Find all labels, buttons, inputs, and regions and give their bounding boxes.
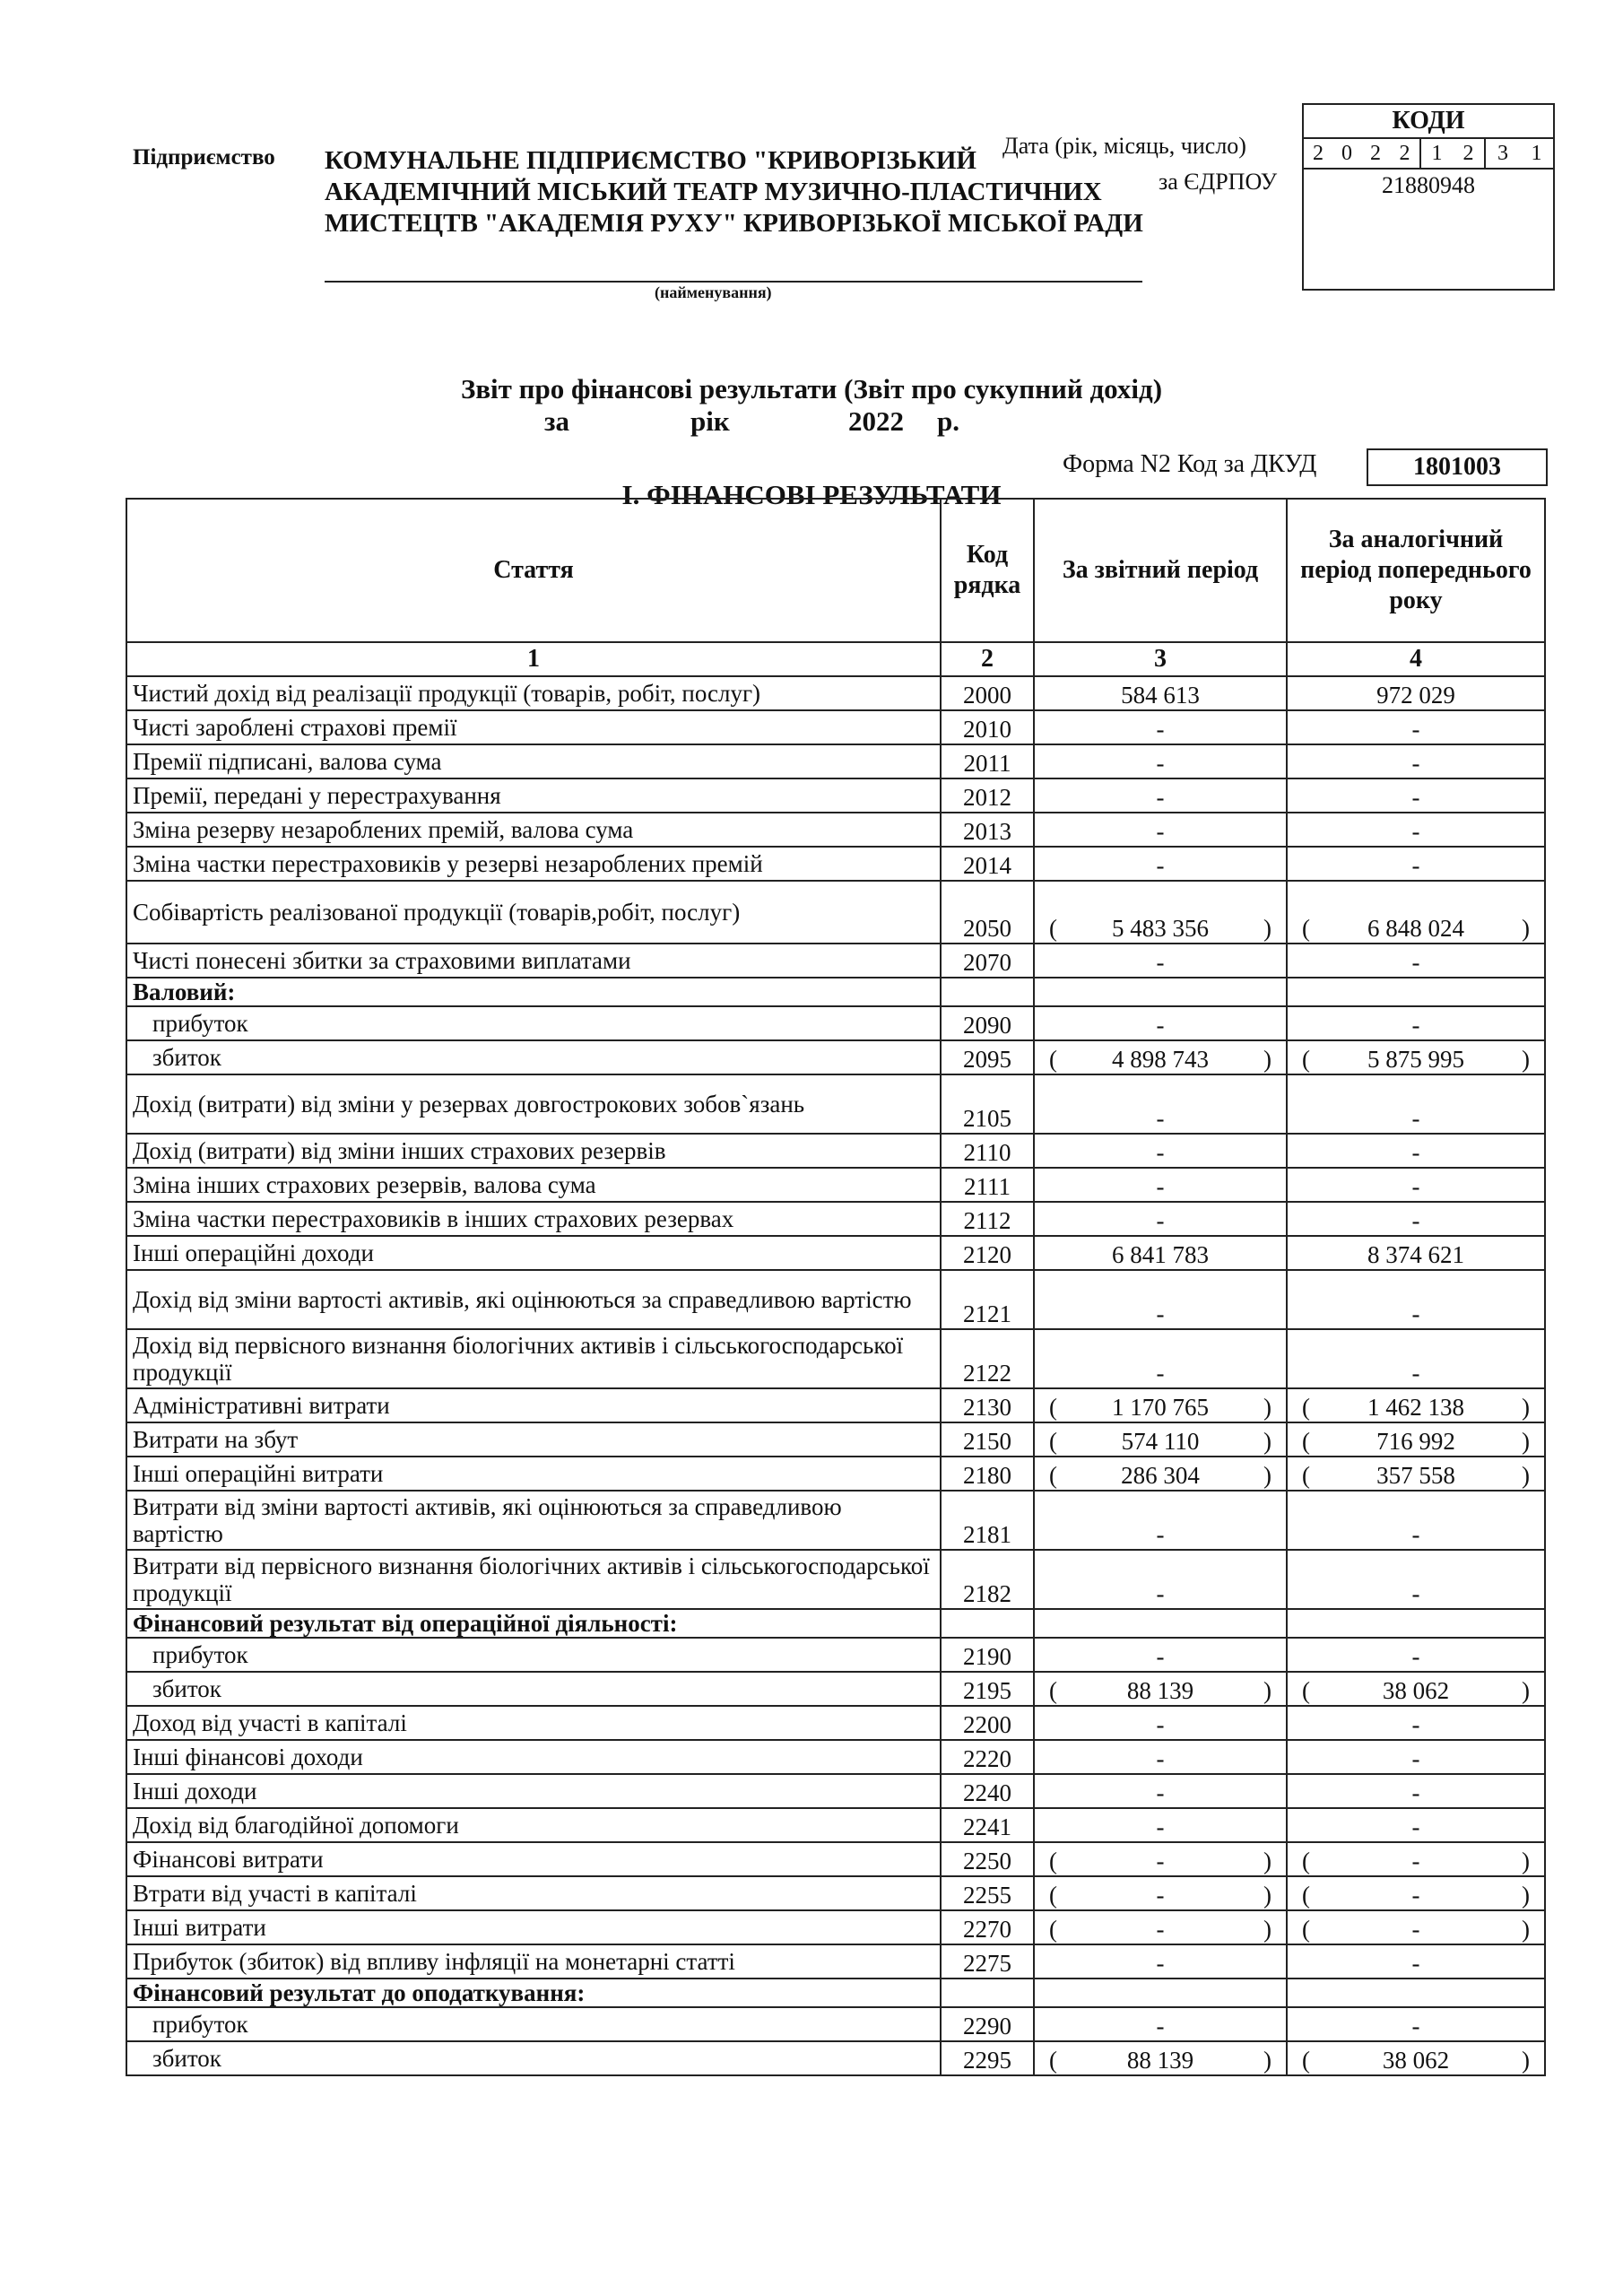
row-label: Прибуток (збиток) від впливу інфляції на монетарні статті: [126, 1944, 941, 1979]
row-code: 2180: [941, 1457, 1034, 1491]
row-current-value: [1034, 978, 1287, 1006]
close-paren: ): [1522, 1462, 1530, 1489]
row-current-value: -: [1034, 1550, 1287, 1609]
enterprise-name: КОМУНАЛЬНЕ ПІДПРИЄМСТВО "КРИВОРІЗЬКИЙ АКАДЕМІЧНИЙ МІСЬКИЙ ТЕАТР МУЗИЧНО-ПЛАСТИЧНИХ МИСТЕЦТВ "АКАДЕМІЯ РУХУ" КРИВОРІЗЬКОЇ МІСЬКОЇ РАДИ: [325, 146, 1143, 238]
value: 5 483 356: [1112, 915, 1209, 942]
table-row: [126, 778, 1545, 813]
period-year: 2022: [848, 405, 904, 437]
table-row: [126, 1842, 1545, 1876]
header-code: Код рядка: [941, 499, 1034, 642]
table-row: [126, 1134, 1545, 1168]
table-row: [126, 1329, 1545, 1388]
col-number: 4: [1287, 642, 1545, 676]
row-code: 2270: [941, 1910, 1034, 1944]
value: 38 062: [1382, 2047, 1450, 2074]
dkud-code: 1801003: [1367, 448, 1548, 486]
row-current-value: -: [1034, 1491, 1287, 1550]
table-row: [126, 1808, 1545, 1842]
row-code: 2275: [941, 1944, 1034, 1979]
close-paren: ): [1263, 1462, 1271, 1489]
section-title: І. ФІНАНСОВІ РЕЗУЛЬТАТИ: [621, 479, 1002, 510]
row-previous-value: -: [1287, 1329, 1545, 1388]
row-current-value: -: [1034, 1006, 1287, 1040]
close-paren: ): [1522, 2047, 1530, 2074]
row-previous-value: [1287, 1388, 1545, 1422]
row-label: Чистий дохід від реалізації продукції (товарів, робіт, послуг): [126, 676, 941, 710]
row-current-value: [1034, 1876, 1287, 1910]
value: -: [1411, 1916, 1420, 1943]
table-row: [126, 1074, 1545, 1134]
row-label: збиток: [126, 2041, 941, 2075]
enterprise-label: Підприємство: [133, 145, 275, 170]
row-previous-value: [1287, 2041, 1545, 2075]
row-label: Витрати від зміни вартості активів, які оцінюються за справедливою вартістю: [126, 1491, 941, 1550]
table-row: [126, 1638, 1545, 1672]
open-paren: (: [1302, 1046, 1310, 1073]
row-current-value: [1034, 1979, 1287, 2007]
row-previous-value: -: [1287, 778, 1545, 813]
row-label: Чисті понесені збитки за страховими виплатами: [126, 944, 941, 978]
open-paren: (: [1302, 1916, 1310, 1943]
row-previous-value: [1287, 881, 1545, 944]
row-code: 2130: [941, 1388, 1034, 1422]
table-row: [126, 2041, 1545, 2075]
date-cells: [1304, 139, 1553, 170]
table-row: [126, 944, 1545, 978]
row-code: [941, 1609, 1034, 1638]
row-code: 2014: [941, 847, 1034, 881]
row-current-value: -: [1034, 778, 1287, 813]
table-row: [126, 1491, 1545, 1550]
row-current-value: -: [1034, 1202, 1287, 1236]
row-code: 2111: [941, 1168, 1034, 1202]
table-row: [126, 1550, 1545, 1609]
row-code: 2105: [941, 1074, 1034, 1134]
row-previous-value: 972 029: [1287, 676, 1545, 710]
row-code: 2011: [941, 744, 1034, 778]
open-paren: (: [1049, 1046, 1057, 1073]
row-current-value: [1034, 1457, 1287, 1491]
row-code: 2195: [941, 1672, 1034, 1706]
row-label: Премії, передані у перестрахування: [126, 778, 941, 813]
row-code: 2122: [941, 1329, 1034, 1388]
row-label: Собівартість реалізованої продукції (товарів,робіт, послуг): [126, 881, 941, 944]
row-current-value: [1034, 1609, 1287, 1638]
row-previous-value: [1287, 1979, 1545, 2007]
row-label: Дохід від зміни вартості активів, які оцінюються за справедливою вартістю: [126, 1270, 941, 1329]
open-paren: (: [1049, 1394, 1057, 1421]
row-label: Дохід (витрати) від зміни у резервах довгострокових зобов`язань: [126, 1074, 941, 1134]
value: 357 558: [1376, 1462, 1455, 1489]
value: 1 462 138: [1367, 1394, 1464, 1421]
row-previous-value: [1287, 978, 1545, 1006]
open-paren: (: [1049, 1677, 1057, 1704]
table-row: [126, 1388, 1545, 1422]
close-paren: ): [1263, 1677, 1271, 1704]
open-paren: (: [1302, 1677, 1310, 1704]
value: -: [1156, 1848, 1165, 1874]
date-label: Дата (рік, місяць, число): [1002, 133, 1246, 159]
row-label: Зміна частки перестраховиків в інших страхових резервах: [126, 1202, 941, 1236]
report-title: Звіт про фінансові результати (Звіт про сукупний дохід): [460, 373, 1163, 404]
row-previous-value: [1287, 1672, 1545, 1706]
value: 88 139: [1126, 2047, 1194, 2074]
table-row: [126, 2007, 1545, 2041]
row-label: збиток: [126, 1040, 941, 1074]
row-code: 2095: [941, 1040, 1034, 1074]
close-paren: ): [1263, 2047, 1271, 2074]
row-current-value: -: [1034, 1638, 1287, 1672]
row-previous-value: -: [1287, 1944, 1545, 1979]
table-row: [126, 1457, 1545, 1491]
close-paren: ): [1522, 915, 1530, 942]
edrpou-label: за ЄДРПОУ: [1159, 169, 1278, 195]
table-row: [126, 1910, 1545, 1944]
row-current-value: 6 841 783: [1034, 1236, 1287, 1270]
row-code: 2150: [941, 1422, 1034, 1457]
row-previous-value: -: [1287, 1550, 1545, 1609]
row-label: Фінансовий результат від операційної діяльності:: [126, 1609, 941, 1638]
value: -: [1156, 1882, 1165, 1909]
row-code: 2110: [941, 1134, 1034, 1168]
row-current-value: -: [1034, 744, 1287, 778]
row-label: збиток: [126, 1672, 941, 1706]
table-row: [126, 1236, 1545, 1270]
row-previous-value: -: [1287, 1774, 1545, 1808]
row-previous-value: -: [1287, 710, 1545, 744]
row-previous-value: [1287, 1040, 1545, 1074]
row-label: Чисті зароблені страхові премії: [126, 710, 941, 744]
value: 286 304: [1121, 1462, 1200, 1489]
table-row: [126, 744, 1545, 778]
value: 88 139: [1126, 1677, 1194, 1704]
row-previous-value: -: [1287, 744, 1545, 778]
table-row: [126, 978, 1545, 1006]
value: 574 110: [1121, 1428, 1200, 1455]
row-current-value: [1034, 1910, 1287, 1944]
row-previous-value: [1287, 1910, 1545, 1944]
row-current-value: [1034, 1842, 1287, 1876]
value: 716 992: [1376, 1428, 1455, 1455]
row-current-value: -: [1034, 1270, 1287, 1329]
row-label: Інші операційні доходи: [126, 1236, 941, 1270]
open-paren: (: [1302, 2047, 1310, 2074]
row-current-value: -: [1034, 813, 1287, 847]
row-previous-value: -: [1287, 1006, 1545, 1040]
table-row: [126, 847, 1545, 881]
row-label: Інші операційні витрати: [126, 1457, 941, 1491]
row-label: Премії підписані, валова сума: [126, 744, 941, 778]
row-previous-value: -: [1287, 1491, 1545, 1550]
row-label: Витрати від первісного визнання біологічних активів і сільськогосподарської продукції: [126, 1550, 941, 1609]
row-label: Інші витрати: [126, 1910, 941, 1944]
col-number: 2: [941, 642, 1034, 676]
table-row: [126, 1006, 1545, 1040]
row-label: Дохід від первісного визнання біологічних активів і сільськогосподарської продукції: [126, 1329, 941, 1388]
row-previous-value: [1287, 1457, 1545, 1491]
header-previous: За аналогічний період попереднього року: [1287, 499, 1545, 642]
row-label: прибуток: [126, 2007, 941, 2041]
row-current-value: -: [1034, 1808, 1287, 1842]
period-r: р.: [937, 405, 959, 437]
close-paren: ): [1522, 1046, 1530, 1073]
value: 6 848 024: [1367, 915, 1464, 942]
row-label: Доход від участі в капіталі: [126, 1706, 941, 1740]
open-paren: (: [1302, 1848, 1310, 1874]
table-row: [126, 1944, 1545, 1979]
close-paren: ): [1522, 1677, 1530, 1704]
form-label: Форма N2 Код за ДКУД: [1063, 450, 1317, 478]
row-previous-value: -: [1287, 1638, 1545, 1672]
open-paren: (: [1049, 2047, 1057, 2074]
row-label: Втрати від участі в капіталі: [126, 1876, 941, 1910]
row-label: Інші фінансові доходи: [126, 1740, 941, 1774]
open-paren: (: [1302, 1428, 1310, 1455]
col-number: 1: [126, 642, 941, 676]
table-row: [126, 1422, 1545, 1457]
table-row: [126, 1740, 1545, 1774]
row-code: 2000: [941, 676, 1034, 710]
row-code: 2181: [941, 1491, 1034, 1550]
value: 1 170 765: [1112, 1394, 1209, 1421]
open-paren: (: [1049, 1916, 1057, 1943]
close-paren: ): [1263, 915, 1271, 942]
value: 4 898 743: [1112, 1046, 1209, 1073]
row-current-value: -: [1034, 1329, 1287, 1388]
date-digit: 2: [1399, 142, 1410, 165]
row-code: 2295: [941, 2041, 1034, 2075]
close-paren: ): [1263, 1882, 1271, 1909]
row-current-value: -: [1034, 1134, 1287, 1168]
row-label: Витрати на збут: [126, 1422, 941, 1457]
row-previous-value: -: [1287, 1808, 1545, 1842]
close-paren: ): [1522, 1848, 1530, 1874]
row-previous-value: -: [1287, 1740, 1545, 1774]
table-row: [126, 813, 1545, 847]
row-current-value: -: [1034, 710, 1287, 744]
row-current-value: -: [1034, 1074, 1287, 1134]
table-row: [126, 1774, 1545, 1808]
table-row: [126, 1270, 1545, 1329]
row-code: 2241: [941, 1808, 1034, 1842]
open-paren: (: [1049, 1428, 1057, 1455]
row-label: прибуток: [126, 1006, 941, 1040]
row-previous-value: -: [1287, 1134, 1545, 1168]
date-digit: 0: [1341, 142, 1352, 165]
period-za: за: [544, 405, 569, 437]
row-current-value: -: [1034, 1774, 1287, 1808]
row-current-value: [1034, 881, 1287, 944]
date-digit: 1: [1419, 139, 1453, 168]
row-current-value: -: [1034, 944, 1287, 978]
close-paren: ): [1263, 1046, 1271, 1073]
codes-title: КОДИ: [1304, 105, 1553, 139]
row-current-value: -: [1034, 1740, 1287, 1774]
table-row: [126, 710, 1545, 744]
date-digit: 2: [1313, 142, 1324, 165]
row-label: Дохід (витрати) від зміни інших страхових резервів: [126, 1134, 941, 1168]
value: 5 875 995: [1367, 1046, 1464, 1073]
row-code: 2120: [941, 1236, 1034, 1270]
open-paren: (: [1302, 1394, 1310, 1421]
date-digit: 2: [1462, 142, 1474, 165]
row-previous-value: -: [1287, 944, 1545, 978]
header-article: Стаття: [126, 499, 941, 642]
row-code: 2190: [941, 1638, 1034, 1672]
open-paren: (: [1049, 1882, 1057, 1909]
close-paren: ): [1263, 1848, 1271, 1874]
row-code: [941, 978, 1034, 1006]
row-code: 2255: [941, 1876, 1034, 1910]
row-code: 2220: [941, 1740, 1034, 1774]
row-current-value: -: [1034, 2007, 1287, 2041]
open-paren: (: [1049, 915, 1057, 942]
open-paren: (: [1302, 1462, 1310, 1489]
row-code: 2250: [941, 1842, 1034, 1876]
row-code: 2112: [941, 1202, 1034, 1236]
row-current-value: [1034, 1388, 1287, 1422]
row-code: 2182: [941, 1550, 1034, 1609]
edrpou-code: 21880948: [1382, 172, 1475, 198]
close-paren: ): [1263, 1394, 1271, 1421]
row-code: 2070: [941, 944, 1034, 978]
row-previous-value: [1287, 1876, 1545, 1910]
open-paren: (: [1049, 1462, 1057, 1489]
open-paren: (: [1302, 1882, 1310, 1909]
table-row: [126, 1876, 1545, 1910]
row-previous-value: -: [1287, 2007, 1545, 2041]
row-previous-value: [1287, 1609, 1545, 1638]
row-code: 2240: [941, 1774, 1034, 1808]
row-code: 2013: [941, 813, 1034, 847]
row-previous-value: [1287, 1422, 1545, 1457]
row-previous-value: -: [1287, 1168, 1545, 1202]
row-code: 2010: [941, 710, 1034, 744]
value: -: [1156, 1916, 1165, 1943]
row-previous-value: -: [1287, 813, 1545, 847]
row-code: 2012: [941, 778, 1034, 813]
financial-results-table: [126, 498, 1546, 2076]
date-digit: 3: [1484, 139, 1520, 168]
row-current-value: [1034, 2041, 1287, 2075]
name-note: (найменування): [655, 283, 772, 301]
row-current-value: [1034, 1040, 1287, 1074]
row-code: 2050: [941, 881, 1034, 944]
row-current-value: -: [1034, 1706, 1287, 1740]
codes-box: [1302, 103, 1555, 291]
period-rik: рік: [690, 405, 730, 437]
value: 38 062: [1382, 1677, 1450, 1704]
table-row: [126, 881, 1545, 944]
col-number: 3: [1034, 642, 1287, 676]
value: -: [1411, 1882, 1420, 1909]
table-row: [126, 1168, 1545, 1202]
row-current-value: -: [1034, 1168, 1287, 1202]
row-label: Фінансові витрати: [126, 1842, 941, 1876]
row-code: 2090: [941, 1006, 1034, 1040]
row-previous-value: -: [1287, 1074, 1545, 1134]
row-previous-value: -: [1287, 847, 1545, 881]
table-row: [126, 1979, 1545, 2007]
table-row: [126, 1040, 1545, 1074]
close-paren: ): [1522, 1916, 1530, 1943]
close-paren: ): [1263, 1428, 1271, 1455]
close-paren: ): [1522, 1882, 1530, 1909]
row-previous-value: -: [1287, 1202, 1545, 1236]
open-paren: (: [1049, 1848, 1057, 1874]
row-label: Зміна резерву незароблених премій, валова сума: [126, 813, 941, 847]
row-current-value: -: [1034, 847, 1287, 881]
row-current-value: 584 613: [1034, 676, 1287, 710]
enterprise-underline: [325, 281, 1142, 283]
close-paren: ): [1522, 1394, 1530, 1421]
row-current-value: -: [1034, 1944, 1287, 1979]
row-previous-value: 8 374 621: [1287, 1236, 1545, 1270]
row-code: 2200: [941, 1706, 1034, 1740]
table-row: [126, 1672, 1545, 1706]
row-previous-value: -: [1287, 1706, 1545, 1740]
row-code: 2121: [941, 1270, 1034, 1329]
row-label: Зміна інших страхових резервів, валова сума: [126, 1168, 941, 1202]
row-current-value: [1034, 1422, 1287, 1457]
close-paren: ): [1522, 1428, 1530, 1455]
row-label: Валовий:: [126, 978, 941, 1006]
row-previous-value: [1287, 1842, 1545, 1876]
table-row: [126, 1202, 1545, 1236]
row-code: [941, 1979, 1034, 2007]
value: -: [1411, 1848, 1420, 1874]
row-label: Зміна частки перестраховиків у резерві незароблених премій: [126, 847, 941, 881]
row-label: прибуток: [126, 1638, 941, 1672]
row-label: Дохід від благодійної допомоги: [126, 1808, 941, 1842]
row-code: 2290: [941, 2007, 1034, 2041]
close-paren: ): [1263, 1916, 1271, 1943]
header-current: За звітний період: [1034, 499, 1287, 642]
row-current-value: [1034, 1672, 1287, 1706]
date-digit: 2: [1370, 142, 1381, 165]
row-label: Інші доходи: [126, 1774, 941, 1808]
row-label: Фінансовий результат до оподаткування:: [126, 1979, 941, 2007]
table-row: [126, 1609, 1545, 1638]
row-previous-value: -: [1287, 1270, 1545, 1329]
table-row: [126, 676, 1545, 710]
date-digit: 1: [1531, 142, 1542, 165]
table-row: [126, 1706, 1545, 1740]
open-paren: (: [1302, 915, 1310, 942]
row-label: Адміністративні витрати: [126, 1388, 941, 1422]
